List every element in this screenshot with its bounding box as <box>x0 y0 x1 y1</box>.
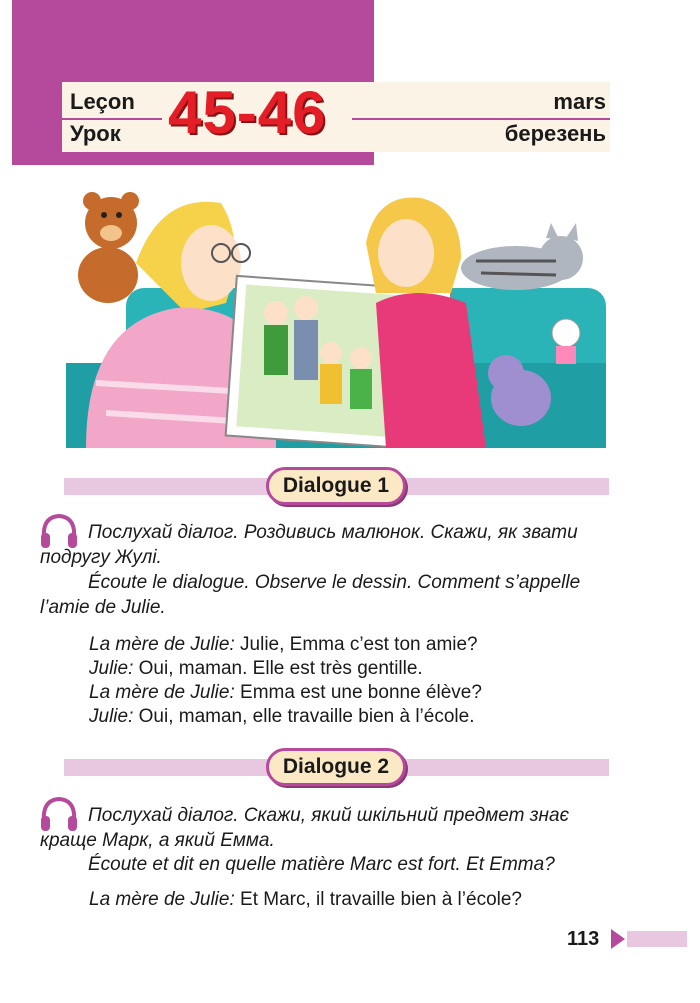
lesson-label-fr: Leçon <box>70 89 135 114</box>
toy-kitty <box>552 319 580 364</box>
dialogue1-instruction-uk <box>40 520 618 570</box>
dialogue1-instruction-fr <box>40 570 618 620</box>
page-number: 113 <box>567 928 600 950</box>
dialogue1-instruction-uk-line2: подругу Жулі. <box>40 547 162 568</box>
dialogue2-instruction-fr <box>40 852 618 877</box>
dialogue1-instruction-fr-line2: l’amie de Julie. <box>40 597 166 618</box>
dialogue2-title: Dialogue 2 <box>266 748 406 786</box>
dialogue1-instruction-uk-line1: Послухай діалог. Роздивись малюнок. Скажи, як звати <box>88 522 578 543</box>
header-divider-left <box>62 118 162 120</box>
utterance: Oui, maman, elle travaille bien à l’école. <box>138 706 475 727</box>
utterance: Et Marc, il travaille bien à l’école? <box>240 889 522 910</box>
dialogue1-title: Dialogue 1 <box>266 467 406 505</box>
page-bar <box>627 931 687 947</box>
speaker: Julie: <box>89 706 134 727</box>
dialogue2-instruction-uk <box>40 803 618 853</box>
illustration-mother-daughter-photo <box>66 183 606 448</box>
dialogue1-line <box>89 633 478 657</box>
utterance: Emma est une bonne élève? <box>240 682 482 703</box>
dialogue1-line <box>89 681 482 705</box>
speaker: Julie: <box>89 658 134 679</box>
header-divider-right <box>352 118 610 120</box>
lesson-label-uk: Урок <box>70 121 121 146</box>
month-fr: mars <box>553 89 606 114</box>
page-arrow-icon <box>611 929 625 949</box>
speaker: La mère de Julie: <box>89 889 235 910</box>
month-uk: березень <box>504 121 606 146</box>
dialogue2-line <box>89 888 522 912</box>
speaker: La mère de Julie: <box>89 682 235 703</box>
dialogue2-instruction-uk-line2: краще Марк, а який Емма. <box>40 830 275 851</box>
dialogue1-line <box>89 657 423 681</box>
dialogue2-instruction-fr-line: Écoute et dit en quelle matière Marc est fort. Et Emma? <box>88 854 555 875</box>
utterance: Oui, maman. Elle est très gentille. <box>138 658 423 679</box>
utterance: Julie, Emma c’est ton amie? <box>240 634 478 655</box>
dialogue1-line <box>89 705 474 729</box>
dialogue1-instruction-fr-line1: Écoute le dialogue. Observe le dessin. Comment s’appelle <box>88 572 581 593</box>
dialogue2-instruction-uk-line1: Послухай діалог. Скажи, який шкільний предмет знає <box>88 805 569 826</box>
lesson-number: 45-46 <box>168 79 327 146</box>
speaker: La mère de Julie: <box>89 634 235 655</box>
